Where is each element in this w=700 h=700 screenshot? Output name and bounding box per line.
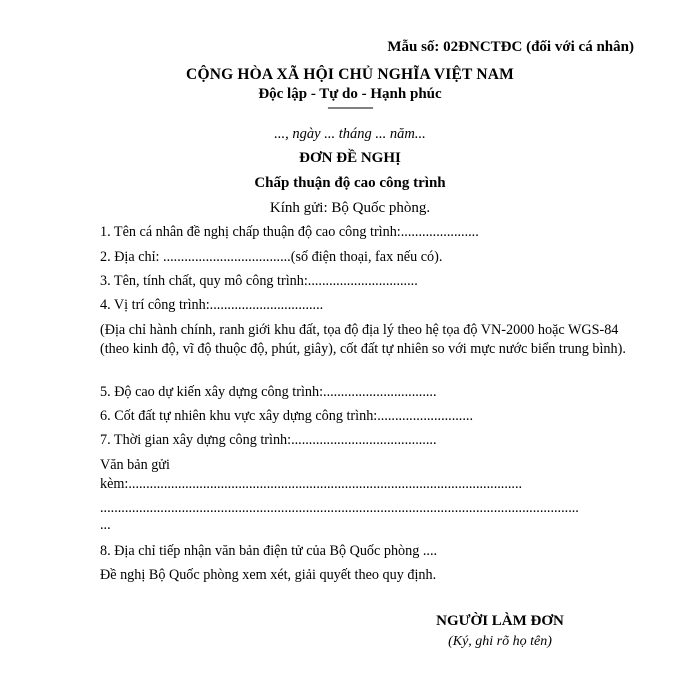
item-4-note: (Địa chỉ hành chính, ranh giới khu đất, tọa độ địa lý theo hệ tọa độ VN-2000 hoặc WGS-84 (theo kinh độ, vĩ độ thuộc độ, phút, giây), cốt đất tự nhiên so với mực nước biển trung bình). [100, 322, 626, 357]
item-8: 8. Địa chỉ tiếp nhận văn bản điện tử của Bộ Quốc phòng .... [100, 543, 438, 559]
date-line: ..., ngày ... tháng ... năm... [274, 126, 426, 142]
item-2: 2. Địa chỉ: ....................................(số điện thoại, fax nếu có). [100, 249, 443, 265]
item-5: 5. Độ cao dự kiến xây dựng công trình:................................ [100, 384, 437, 400]
item-1: 1. Tên cá nhân đề nghị chấp thuận độ cao công trình:...................... [100, 224, 479, 240]
form-number: Mẫu số: 02ĐNCTĐC (đối với cá nhân) [387, 39, 634, 55]
document-title: ĐƠN ĐỀ NGHỊ [299, 150, 401, 166]
attachment-label: Văn bản gửi [100, 457, 170, 473]
signature-note: (Ký, ghi rõ họ tên) [448, 634, 552, 649]
signer-title: NGƯỜI LÀM ĐƠN [436, 613, 564, 629]
document-subtitle: Chấp thuận độ cao công trình [254, 175, 446, 191]
item-6: 6. Cốt đất tự nhiên khu vực xây dựng công trình:........................... [100, 408, 473, 424]
dotted-line: ....................................................................................................................................... [100, 500, 579, 516]
dotted-line-end: ... [100, 517, 111, 533]
item-7: 7. Thời gian xây dựng công trình:......................................... [100, 432, 437, 448]
header-divider: --------------- [327, 100, 373, 114]
item-4: 4. Vị trí công trình:................................ [100, 297, 324, 313]
motto: Độc lập - Tự do - Hạnh phúc [258, 86, 442, 102]
item-3: 3. Tên, tính chất, quy mô công trình:............................... [100, 273, 418, 289]
request-line: Đề nghị Bộ Quốc phòng xem xét, giải quyết theo quy định. [100, 567, 437, 583]
attachment-line: kèm:............................................................................................................... [100, 476, 523, 492]
addressee: Kính gửi: Bộ Quốc phòng. [269, 200, 431, 216]
nation-heading: CỘNG HÒA XÃ HỘI CHỦ NGHĨA VIỆT NAM [186, 66, 514, 83]
